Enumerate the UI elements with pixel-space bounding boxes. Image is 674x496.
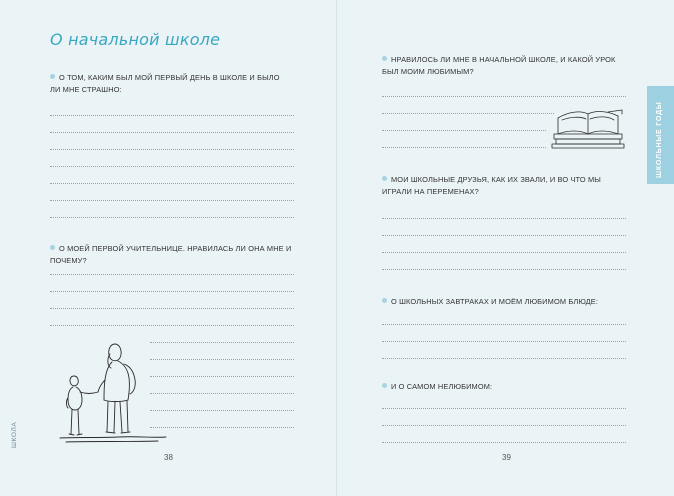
answer-line[interactable] [50, 201, 294, 218]
answer-lines-least-favorite[interactable] [382, 392, 626, 443]
answer-line[interactable] [50, 150, 294, 167]
answer-line[interactable] [150, 411, 294, 428]
answer-line[interactable] [150, 360, 294, 377]
answer-line[interactable] [50, 167, 294, 184]
answer-line[interactable] [50, 116, 294, 133]
answer-line[interactable] [382, 97, 554, 114]
answer-line[interactable] [50, 292, 294, 309]
answer-line[interactable] [382, 392, 626, 409]
answer-line[interactable] [382, 308, 626, 325]
question-liked-school-text: НРАВИЛОСЬ ЛИ МНЕ В НАЧАЛЬНОЙ ШКОЛЕ, И КАКОЙ УРОК БЫЛ МОИМ ЛЮБИМЫМ? [382, 55, 616, 76]
question-school-friends [382, 174, 632, 198]
answer-line[interactable] [50, 309, 294, 326]
answer-line[interactable] [382, 236, 626, 253]
section-tab-label: ШКОЛЬНЫЕ ГОДЫ [656, 101, 663, 178]
book-spine [336, 0, 337, 496]
bullet-dot [50, 245, 55, 250]
answer-lines-teacher-lower[interactable] [150, 326, 294, 428]
answer-line[interactable] [382, 114, 546, 131]
answer-line[interactable] [50, 133, 294, 150]
answer-line[interactable] [150, 326, 294, 343]
answer-line[interactable] [382, 426, 626, 443]
answer-lines-teacher-upper[interactable] [50, 258, 294, 326]
bullet-dot [382, 176, 387, 181]
question-first-teacher-text: О МОЕЙ ПЕРВОЙ УЧИТЕЛЬНИЦЕ. НРАВИЛАСЬ ЛИ ОНА МНЕ И ПОЧЕМУ? [50, 244, 292, 265]
page-number-left: 38 [164, 453, 173, 462]
answer-lines-breakfasts[interactable] [382, 308, 626, 359]
answer-line[interactable] [382, 131, 546, 148]
answer-lines-first-day[interactable] [50, 99, 294, 218]
answer-lines-friends[interactable] [382, 202, 626, 270]
answer-line[interactable] [382, 325, 626, 342]
question-school-breakfasts-text: О ШКОЛЬНЫХ ЗАВТРАКАХ И МОЁМ ЛЮБИМОМ БЛЮДЕ: [391, 297, 599, 306]
page-title: О начальной школе [50, 30, 221, 49]
answer-line[interactable] [382, 202, 626, 219]
answer-line[interactable] [150, 394, 294, 411]
answer-line[interactable] [50, 258, 294, 275]
section-label: ШКОЛА [11, 421, 18, 448]
mother-child-illustration [58, 338, 168, 448]
question-first-day [50, 72, 290, 96]
question-least-favorite-text: И О САМОМ НЕЛЮБИМОМ: [391, 382, 493, 391]
question-liked-school [382, 54, 622, 78]
answer-line[interactable] [150, 343, 294, 360]
bullet-dot [50, 74, 55, 79]
page-number-right: 39 [502, 453, 511, 462]
answer-line[interactable] [382, 342, 626, 359]
answer-line[interactable] [50, 184, 294, 201]
answer-line[interactable] [382, 80, 626, 97]
section-tab [647, 86, 674, 184]
answer-line[interactable] [50, 99, 294, 116]
question-school-friends-text: МОИ ШКОЛЬНЫЕ ДРУЗЬЯ, КАК ИХ ЗВАЛИ, И ВО ЧТО МЫ ИГРАЛИ НА ПЕРЕМЕНАХ? [382, 175, 601, 196]
question-school-breakfasts [382, 296, 632, 308]
answer-line[interactable] [50, 275, 294, 292]
answer-line[interactable] [382, 219, 626, 236]
bullet-dot [382, 56, 387, 61]
answer-line[interactable] [382, 253, 626, 270]
books-stack-illustration [548, 104, 626, 150]
answer-line[interactable] [382, 409, 626, 426]
question-first-day-text: О ТОМ, КАКИМ БЫЛ МОЙ ПЕРВЫЙ ДЕНЬ В ШКОЛЕ И БЫЛО ЛИ МНЕ СТРАШНО: [50, 73, 280, 94]
answer-line[interactable] [150, 377, 294, 394]
bullet-dot [382, 383, 387, 388]
bullet-dot [382, 298, 387, 303]
